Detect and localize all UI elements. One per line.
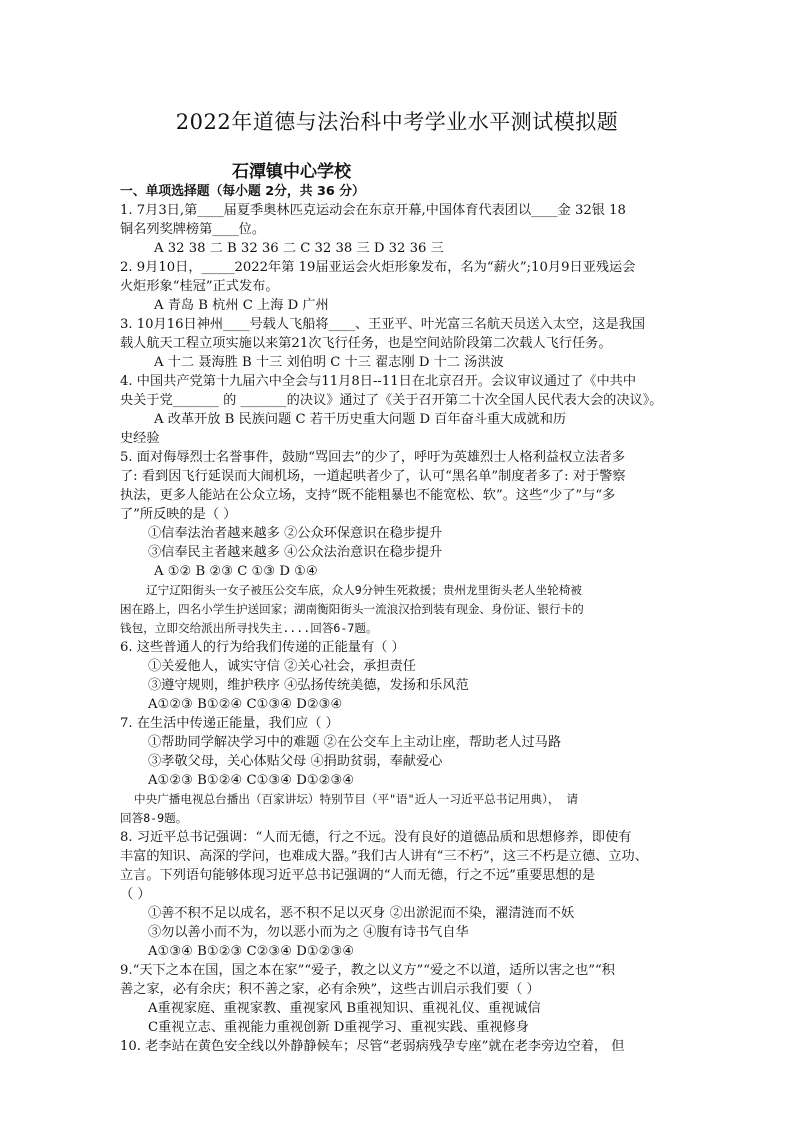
question-5-line-3: 执法，更多人能站在公众立场，支持“既不能粗暴也不能宽松、软”。这些“少了”与“多 [120, 488, 616, 503]
question-3-options: A 十二 聂海胜 B 十三 刘伯明 C 十三 翟志刚 D 十二 汤洪波 [154, 355, 504, 370]
question-4-line-2: 央关于党_______ 的 _______的决议》通过了《关于召开第二十次全国人民代表大会的决议》。 [120, 393, 663, 408]
question-1-line-2: 铜名列奖牌榜第____位。 [120, 222, 266, 237]
question-7-line-1: 7. 在生活中传递正能量，我们应（ ） [120, 716, 339, 731]
page-title: 2022年道德与法治科中考学业水平测试模拟题 [175, 110, 619, 134]
question-4-options-cont: 史经验 [120, 431, 160, 446]
question-body [120, 182, 680, 1056]
question-3-line-2: 载人航天工程立项实施以来第21次飞行任务，也是空间站阶段第二次载人飞行任务。 [120, 336, 612, 351]
section-heading: 一、单项选择题（每小题 2分，共 36 分） [120, 184, 365, 199]
question-1-line-1: 1. 7月3日,第____届夏季奥林匹克运动会在东京开幕,中国体育代表团以____金 32银 18 [120, 203, 626, 218]
question-5-line-2: 了: 看到因飞行延误而大闹机场，一道起哄者少了，认可“黑名单”制度者多了: 对于警察 [120, 469, 626, 484]
school-name: 石潭镇中心学校 [232, 162, 351, 182]
question-5-options: A ①② B ②③ C ①③ D ①④ [154, 564, 318, 579]
question-2-options: A 青岛 B 杭州 C 上海 D 广州 [154, 298, 329, 313]
question-6-line-1: 6. 这些普通人的行为给我们传递的正能量有（ ） [120, 640, 405, 655]
question-2-line-2: 火炬形象“桂冠”正式发布。 [120, 279, 279, 294]
question-8-line-4: （ ） [120, 887, 151, 902]
question-8-options: A①③④ B①②③ C②③④ D①②③④ [148, 944, 355, 959]
question-9-options-2: C重视立志、重视能力重视创新 D重视学习、重视实践、重视修身 [148, 1020, 529, 1035]
question-10-line-1: 10. 老李站在黄色安全线以外静静候车；尽管“老弱病残孕专座”就在老李旁边空着， 但 [120, 1039, 625, 1054]
question-8-statements-1: ①善不积不足以成名，恶不积不足以灭身 ②出淤泥而不染，濯清涟而不妖 [148, 906, 575, 921]
question-9-line-2: 善之家，必有余庆；积不善之家，必有余殃”，这些古训启示我们要（ ） [120, 982, 540, 997]
question-4-options: A 改革开放 B 民族问题 C 若干历史重大问题 D 百年奋斗重大成就和历 [154, 412, 567, 427]
question-7-statements-1: ①帮助同学解决学习中的难题 ②在公交车上主动让座，帮助老人过马路 [148, 735, 562, 750]
question-7-options: A①②③ B①②④ C①③④ D①②③④ [148, 773, 355, 788]
question-9-options-1: A重视家庭、重视家教、重视家风 B重视知识、重视礼仪、重视诚信 [148, 1001, 541, 1016]
question-5-line-1: 5. 面对侮辱烈士名誉事件，鼓励“骂回去”的少了，呼吁为英雄烈士人格利益权立法者多 [120, 450, 626, 465]
question-1-options: A 32 38 二 B 32 36 二 C 32 38 三 D 32 36 三 [154, 241, 444, 256]
question-8-statements-2: ③勿以善小而不为，勿以恶小而为之 ④腹有诗书气自华 [148, 925, 469, 940]
material-1-line-2: 困在路上，四名小学生护送回家；湖南衡阳街头一流浪汉拾到装有现金、身份证、银行卡的 [120, 602, 584, 616]
material-2-line-2: 回答8-9题。 [120, 811, 188, 825]
question-8-line-2: 丰富的知识、高深的学问，也难成大器。”我们古人讲有“三不朽”，这三不朽是立德、立功、 [120, 849, 648, 864]
question-4-line-1: 4. 中国共产党第十九届六中全会与11月8日--11日在北京召开。会议审议通过了《中共中 [120, 374, 637, 389]
question-3-line-1: 3. 10月16日神州____号载人飞船将____、王亚平、叶光富三名航天员送入太空，这是我国 [120, 317, 646, 332]
question-6-statements-2: ③遵守规则，维护秩序 ④弘扬传统美德，发扬和乐风范 [148, 678, 469, 693]
question-5-statements-2: ③信奉民主者越来越多 ④公众法治意识在稳步提升 [148, 545, 443, 560]
question-7-statements-2: ③孝敬父母，关心体贴父母 ④捐助贫弱，奉献爱心 [148, 754, 443, 769]
question-8-line-1: 8. 习近平总书记强调：“人而无德，行之不远。没有良好的道德品质和思想修养，即使有 [120, 830, 632, 845]
question-6-statements-1: ①关爱他人，诚实守信 ②关心社会，承担责任 [148, 659, 416, 674]
question-9-line-1: 9.“天下之本在国，国之本在家”“爱子，教之以义方”“爱之不以道，适所以害之也”“积 [120, 963, 615, 978]
material-2-line-1: 中央广播电视总台播出（百家讲坛）特别节目（平"语"近人一习近平总书记用典）， 请 [134, 792, 579, 806]
material-1-line-1: 辽宁辽阳街头一女子被压公交车底，众人9分钟生死救援；贵州龙里街头老人坐轮椅被 [146, 583, 582, 597]
question-5-statements-1: ①信奉法治者越来越多 ②公众环保意识在稳步提升 [148, 526, 443, 541]
question-5-line-4: 了”所反映的是（ ） [120, 507, 237, 522]
question-2-line-1: 2. 9月10日，_____2022年第 19届亚运会火炬形象发布，名为“薪火”;10月9日亚残运会 [120, 260, 636, 275]
material-1-line-3: 钱包，立即交给派出所寻找失主....回答6-7题。 [120, 621, 378, 635]
question-8-line-3: 立言。下列语句能够体现习近平总书记强调的“人而无德，行之不远”重要思想的是 [120, 868, 596, 883]
question-6-options: A①②③ B①②④ C①③④ D②③④ [148, 697, 343, 712]
